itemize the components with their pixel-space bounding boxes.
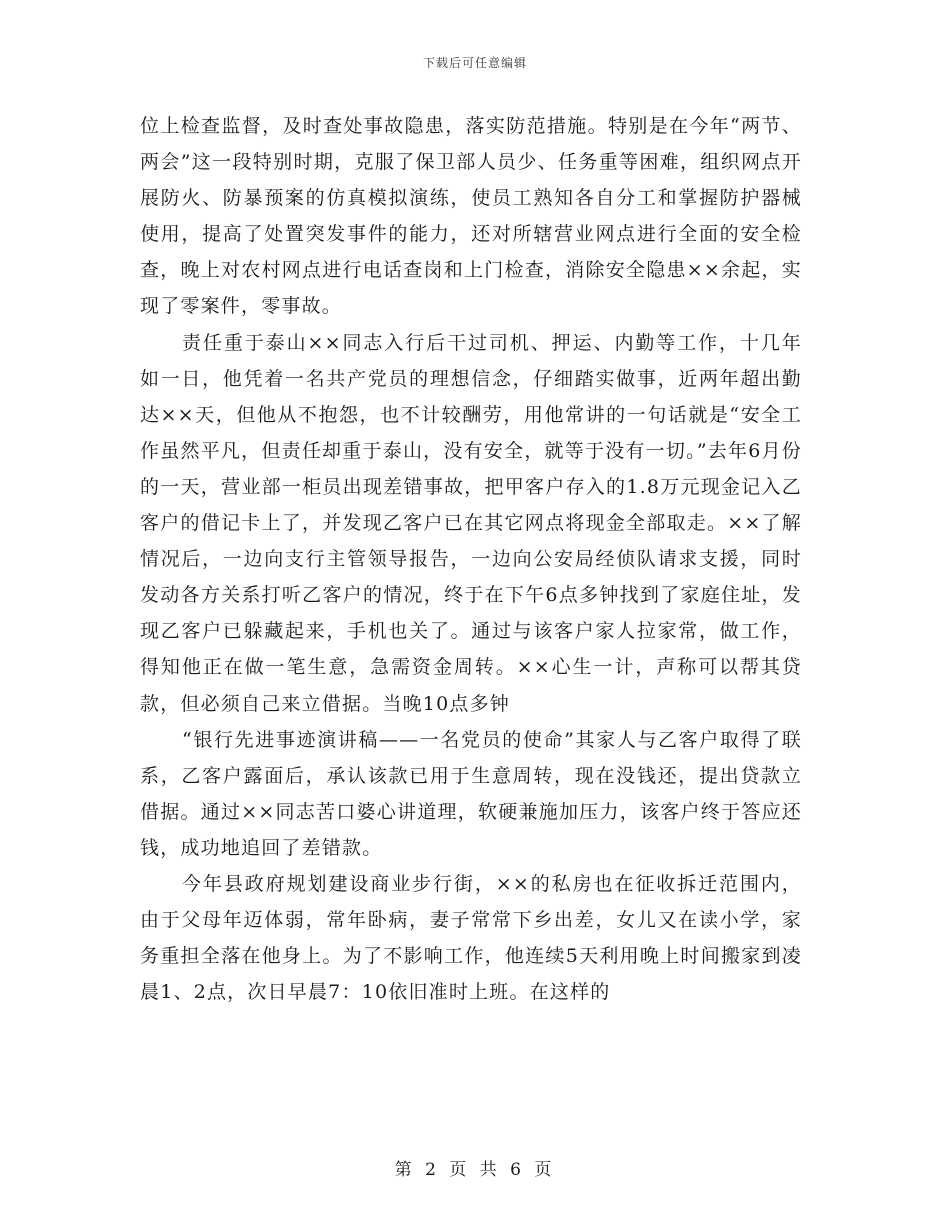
paragraph-4: 今年县政府规划建设商业步行街，××的私房也在征收拆迁范围内，由于父母年迈体弱，常年卧病，妻子常常下乡出差，女儿又在读小学，家务重担全落在他身上。为了不影响工作，他连续5天利用晚上时间搬家到凌晨1、2点，次日早晨7：10依旧准时上班。在这样的 [140, 872, 802, 1004]
document-body [140, 108, 802, 1010]
paragraph-2: 责任重于泰山××同志入行后干过司机、押运、内勤等工作，十几年如一日，他凭着一名共产党员的理想信念，仔细踏实做事，近两年超出勤达××天，但他从不抱怨，也不计较酬劳，用他常讲的一句话就是“安全工作虽然平凡，但责任却重于泰山，没有安全，就等于没有一切。”去年6月份的一天，营业部一柜员出现差错事故，把甲客户存入的1.8万元现金记入乙客户的借记卡上了，并发现乙客户已在其它网点将现金全部取走。××了解情况后，一边向支行主管领导报告，一边向公安局经侦队请求支援，同时发动各方关系打听乙客户的情况，终于在下午6点多钟找到了家庭住址，发现乙客户已躲藏起来，手机也关了。通过与该客户家人拉家常，做工作，得知他正在做一笔生意，急需资金周转。××心生一计，声称可以帮其贷款，但必须自己来立借据。当晚10点多钟 [140, 331, 802, 715]
page-number-footer: 第 2 页 共 6 页 [394, 1160, 556, 1180]
paragraph-3: “银行先进事迹演讲稿——一名党员的使命”其家人与乙客户取得了联系，乙客户露面后，承认该款已用于生意周转，现在没钱还，提出贷款立借据。通过××同志苦口婆心讲道理，软硬兼施加压力，该客户终于答应还钱，成功地追回了差错款。 [140, 728, 802, 859]
paragraph-1: 位上检查监督，及时查处事故隐患，落实防范措施。特别是在今年“两节、两会”这一段特别时期，克服了保卫部人员少、任务重等困难，组织网点开展防火、防暴预案的仿真模拟演练，使员工熟知各自分工和掌握防护器械使用，提高了处置突发事件的能力，还对所辖营业网点进行全面的安全检查，晚上对农村网点进行电话查岗和上门检查，消除安全隐患××余起，实现了零案件，零事故。 [140, 115, 802, 318]
page-header: 下载后可任意编辑 [422, 56, 527, 70]
